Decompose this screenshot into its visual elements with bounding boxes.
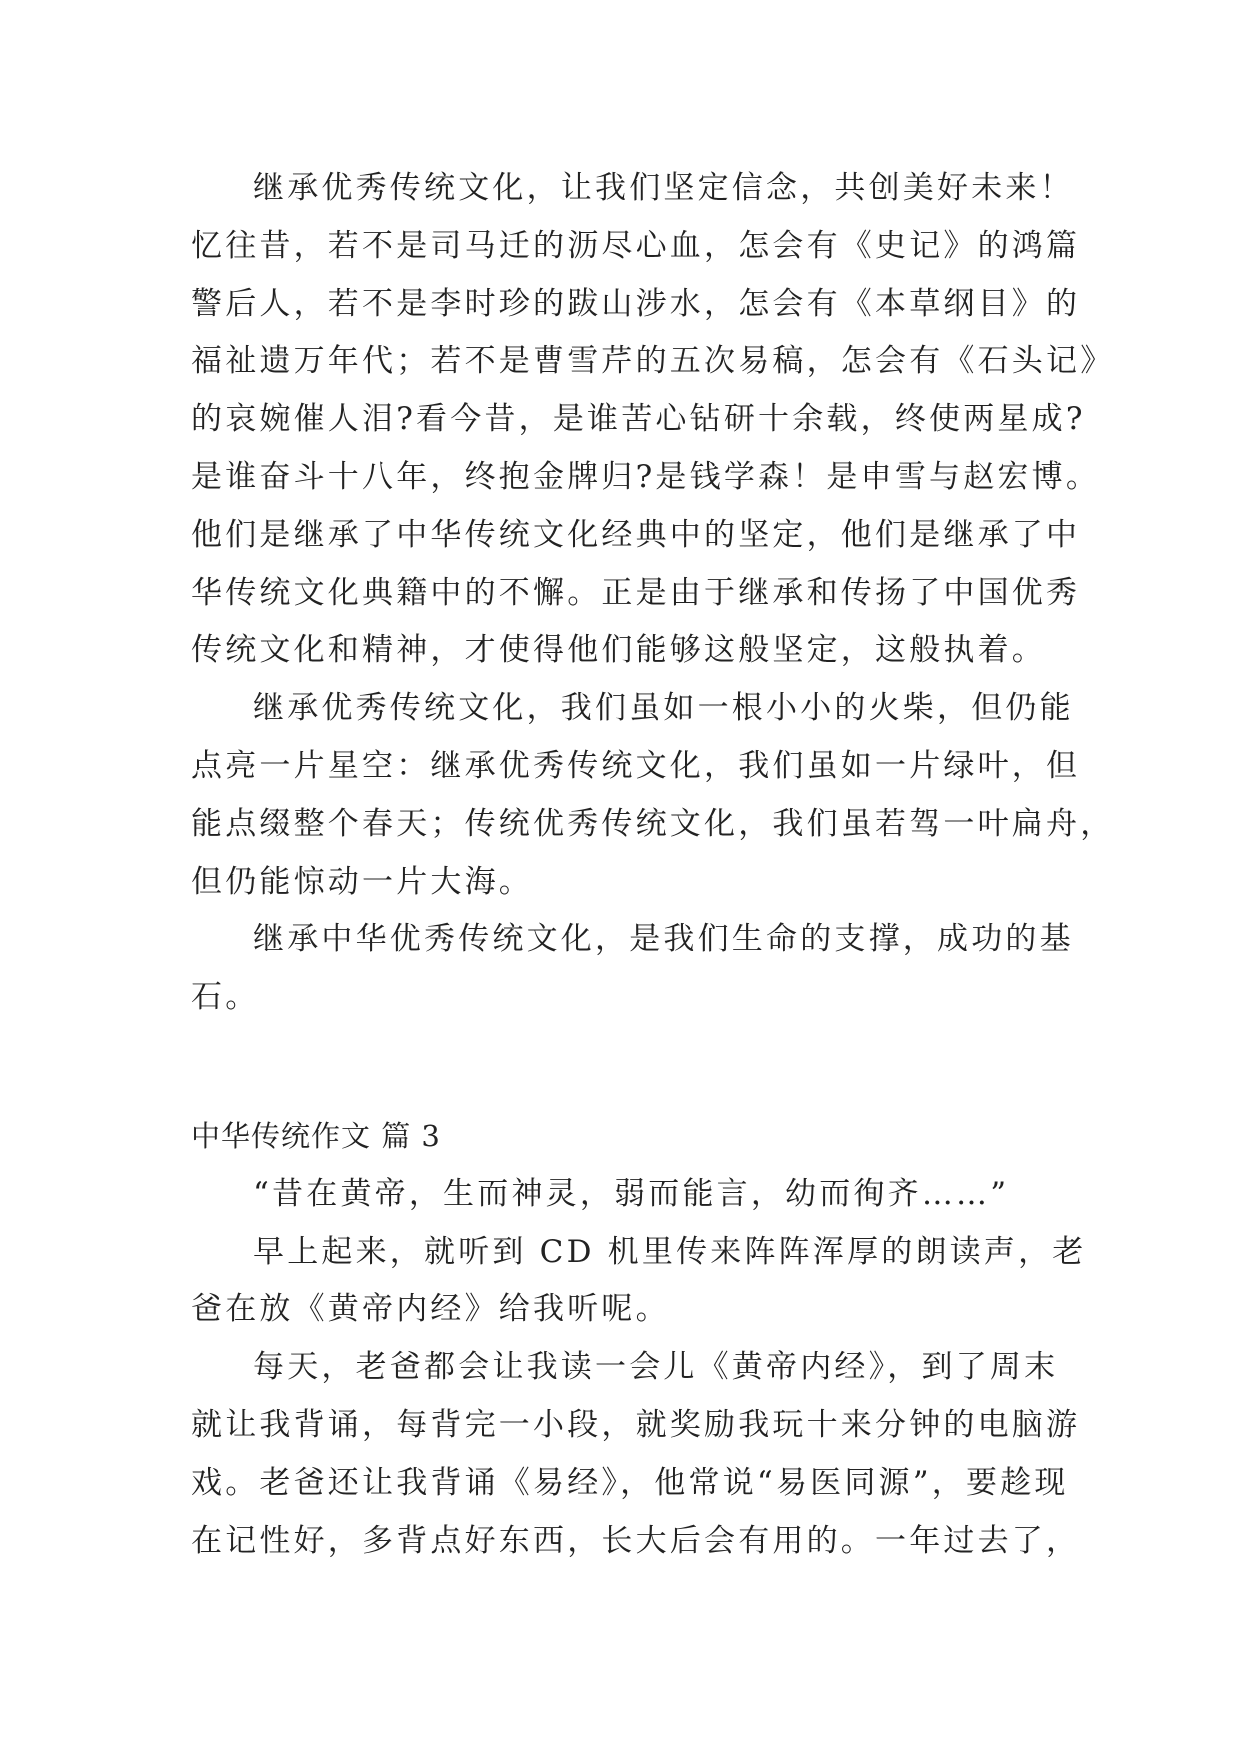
- document-body: [191, 160, 1115, 1570]
- text-line: 警后人，若不是李时珍的跋山涉水，怎会有《本草纲目》的: [191, 285, 1081, 322]
- paragraph: [191, 1224, 1087, 1340]
- text-line: 忆往昔，若不是司马迁的沥尽心血，怎会有《史记》的鸿篇: [191, 227, 1081, 264]
- text-line: 的哀婉催人泪?看今昔，是谁苦心钻研十余载，终使两星成?: [191, 401, 1086, 438]
- text-line: 华传统文化典籍中的不懈。正是由于继承和传扬了中国优秀: [191, 574, 1081, 611]
- text-line: 福祉遗万年代；若不是曹雪芹的五次易稿，怎会有《石头记》: [191, 343, 1115, 380]
- section-spacer: [191, 1027, 1051, 1108]
- text-line: 是谁奋斗十八年，终抱金牌归?是钱学森！是申雪与赵宏博。: [191, 458, 1101, 495]
- text-line: 但仍能惊动一片大海。: [191, 863, 533, 900]
- paragraph: [191, 911, 1074, 1027]
- paragraph: [191, 160, 1115, 680]
- section-heading: 中华传统作文 篇 3: [191, 1118, 441, 1153]
- text-line: 继承优秀传统文化，我们虽如一根小小的火柴，但仍能: [253, 690, 1074, 727]
- paragraph: [191, 680, 1115, 911]
- text-line: 就让我背诵，每背完一小段，就奖励我玩十来分钟的电脑游: [191, 1406, 1081, 1443]
- text-line: 戏。老爸还让我背诵《易经》，他常说“易医同源”，要趁现: [191, 1464, 1069, 1501]
- text-line: 每天，老爸都会让我读一会儿《黄帝内经》，到了周末: [253, 1349, 1059, 1386]
- text-line: 石。: [191, 979, 260, 1016]
- text-line: 传统文化和精神，才使得他们能够这般坚定，这般执着。: [191, 632, 1046, 669]
- quote-line: “昔在黄帝，生而神灵，弱而能言，幼而徇齐……”: [253, 1175, 1010, 1212]
- paragraph: [191, 1339, 1081, 1570]
- text-line: 继承优秀传统文化，让我们坚定信念，共创美好未来！: [253, 170, 1074, 206]
- text-line: 点亮一片星空：继承优秀传统文化，我们虽如一片绿叶，但: [191, 747, 1081, 784]
- text-line: 他们是继承了中华传统文化经典中的坚定，他们是继承了中: [191, 516, 1081, 553]
- text-line: 继承中华优秀传统文化，是我们生命的支撑，成功的基: [253, 921, 1074, 958]
- text-line: 爸在放《黄帝内经》给我听呢。: [191, 1291, 670, 1328]
- text-line: 在记性好，多背点好东西，长大后会有用的。一年过去了，: [191, 1522, 1081, 1559]
- text-line: 能点缀整个春天；传统优秀传统文化，我们虽若驾一叶扁舟，: [191, 805, 1115, 842]
- text-line: 早上起来，就听到 CD 机里传来阵阵浑厚的朗读声，老: [253, 1233, 1087, 1270]
